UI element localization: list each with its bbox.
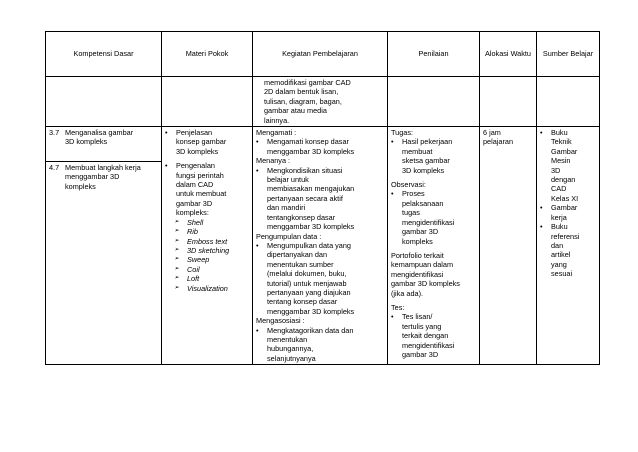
materi-subitem: ➢ Coil [174,264,200,274]
observasi-label: Observasi: [391,180,426,190]
materi-subitem: ➢ Visualization [174,283,228,293]
kd-text [65,163,141,191]
materi-item: • Pengenalan fungsi perintah dalam CAD untuk membuat gambar 3D kompleks: [165,161,227,218]
sumber-cell [537,127,600,365]
text-line: Mengkatagorikan data dan [267,325,354,335]
text-line: tertulis yang [402,321,442,331]
text-line: 3D kompleks [176,146,219,156]
sumber-item: • Gambar kerja [540,203,578,222]
materi-subitems [165,218,249,293]
text-line: kompleks: [176,208,209,218]
text-line: Buku [551,222,568,232]
menanya-label: Menanya : [256,156,291,166]
kd-number: 4.7 [49,163,60,173]
text-line: dan mandiri [267,203,306,213]
text-line: menentukan sumber [267,259,334,269]
text-line: dan [551,240,564,250]
text-line: Mengumpulkan data yang [267,240,351,250]
text-line: menggambar 3D kompleks [267,222,355,232]
text-line: referensi [551,231,580,241]
sumber-item: • Buku Teknik Gambar Mesin 3D dengan CAD Kelas XI [540,128,579,203]
arrow-bullet-icon: ➢ [174,275,180,282]
kegiatan-cell [253,127,388,365]
text-line: membuat [402,146,433,156]
tugas-label: Tugas: [391,128,414,138]
kegiatan-item: • Mengumpulkan data yang dipertanyakan dan menentukan sumber (melalui dokumen, buku, tutorial) untuk menjawab pertanyaan yang diajukan tentang konsep dasar menggambar 3D kompleks [256,240,355,316]
text-line: pelajaran [483,137,514,147]
text-line: sketsa gambar [402,156,450,166]
text-line: menentukan [267,334,308,344]
text-line: untuk membuat [176,189,227,199]
kompetensi-cell [46,127,162,365]
portofolio-text [391,251,476,298]
text-line: menggambar 3D [65,172,120,182]
text-line: Portofolio terkait [391,250,444,260]
penilaian-item: • Proses pelaksanaan tugas mengidentifikasi gambar 3D kompleks [391,189,455,246]
continuation-row [46,77,600,127]
header-kompetensi: Kompetensi Dasar [46,32,162,77]
text-line: Penjelasan [176,128,213,138]
kd-number: 3.7 [49,128,60,138]
text-line: Membuat langkah kerja [65,163,141,173]
text-line: belajar untuk [267,175,309,185]
pengumpulan-label: Pengumpulan data : [256,231,322,241]
arrow-bullet-icon: ➢ [174,284,180,291]
arrow-bullet-icon: ➢ [174,256,180,263]
text-line: memodifikasi gambar CAD [264,78,351,87]
materi-subitem: ➢ Sweep [174,255,210,265]
text-line: 3D kompleks [402,165,445,175]
arrow-bullet-icon: ➢ [174,237,180,244]
header-materi: Materi Pokok [162,32,253,77]
header-kegiatan: Kegiatan Pembelajaran [253,32,388,77]
text-line: gambar 3D kompleks [391,279,460,289]
kd-text [65,128,133,160]
text-line: Teknik [551,137,572,147]
text-line: hubungannya, [267,344,314,354]
cont-empty-5 [480,77,537,127]
text-line: lainnya. [264,115,290,125]
text-line: dengan [551,175,576,185]
materi-subitem: ➢ Emboss text [174,236,228,246]
text-line: tentang konsep dasar [267,297,338,307]
mengamati-label: Mengamati : [256,128,297,138]
header-penilaian: Penilaian [388,32,480,77]
kompetensi-4-7 [46,161,161,192]
text-line: gambar 3D [402,349,439,359]
alokasi-cell [480,127,537,365]
penilaian-item: • Hasil pekerjaan membuat sketsa gambar 3D kompleks [391,137,453,175]
text-line: (jika ada). [391,288,424,298]
text-line: 2D dalam bentuk lisan, [264,87,339,97]
penilaian-cell [388,127,480,365]
text-line: Mengkondisikan situasi [267,165,343,175]
cont-empty-6 [537,77,600,127]
cont-empty-1 [46,77,162,127]
header-sumber: Sumber Belajar [537,32,600,77]
text-line: membiasakan mengajukan [267,184,355,194]
header-alokasi: Alokasi Waktu [480,32,537,77]
text-line: menggambar 3D kompleks [267,306,355,316]
text-line: mengidentifikasi [402,340,455,350]
text-line: Gambar [551,146,578,156]
text-line: Pengenalan [176,161,215,171]
tes-label: Tes: [391,302,405,312]
arrow-bullet-icon: ➢ [174,265,180,272]
penilaian-item: • Tes lisan/ tertulis yang terkait dengan mengidentifikasi gambar 3D [391,312,455,359]
text-line: sesuai [551,269,573,279]
main-row [46,127,600,365]
materi-subitem: ➢ Loft [174,274,200,284]
text-line: pertanyaan yang diajukan [267,287,351,297]
text-line: gambar 3D [176,198,213,208]
text-line: mengidentifikasi [402,217,455,227]
materi-cell [162,127,253,365]
text-line: tentangkonsep dasar [267,212,336,222]
text-line: Kelas XI [551,193,579,203]
text-line: kompleks [65,181,96,191]
lesson-plan-table [45,31,600,365]
text-line: dalam CAD [176,180,214,190]
materi-subitem: ➢ 3D sketching [174,245,230,255]
text-line: mengidentifikasi [391,269,444,279]
text-line: 3D kompleks [65,137,108,147]
text-line: yang [551,259,567,269]
cont-kegiatan-lines [256,78,384,125]
text-line: Mesin [551,156,571,166]
text-line: tulisan, diagram, bagan, [264,96,342,106]
kegiatan-item: • Mengamati konsep dasar menggambar 3D kompleks [256,137,355,156]
text-line: selanjutnyanya [267,353,316,363]
text-line: kemampuan dalam [391,260,454,270]
cont-empty-4 [388,77,480,127]
mengasosiasi-label: Mengasosiasi : [256,316,305,326]
text-line: konsep gambar [176,137,227,147]
text-line: tugas [402,208,420,218]
header-row [46,32,600,77]
text-line: kerja [551,212,567,222]
text-line: fungsi perintah [176,170,224,180]
text-line: dipertanyakan dan [267,250,328,260]
sumber-list [540,128,596,279]
text-line: menggambar 3D kompleks [267,146,355,156]
text-line: Proses [402,189,425,199]
text-line: (melalui dokumen, buku, [267,269,347,279]
text-line: pertanyaan secara aktif [267,193,343,203]
arrow-bullet-icon: ➢ [174,246,180,253]
cont-empty-2 [162,77,253,127]
arrow-bullet-icon: ➢ [174,228,180,235]
text-line: Tes lisan/ [402,312,433,322]
text-line: 6 jam [483,128,501,138]
kompetensi-3-7 [46,127,161,161]
text-line: kompleks [402,236,433,246]
text-line: gambar 3D [402,227,439,237]
text-line: tutorial) untuk menjawab [267,278,347,288]
text-line: pelaksanaan [402,198,444,208]
materi-subitem: ➢ Rib [174,227,198,237]
text-line: Buku [551,128,568,138]
materi-subitem: ➢ Shell [174,217,204,227]
text-line: Mengamati konsep dasar [267,137,349,147]
kegiatan-item: • Mengkatagorikan data dan menentukan hubungannya, selanjutnyanya [256,325,354,363]
text-line: Menganalisa gambar [65,128,134,138]
text-line: Hasil pekerjaan [402,137,453,147]
arrow-bullet-icon: ➢ [174,218,180,225]
kegiatan-item: • Mengkondisikan situasi belajar untuk membiasakan mengajukan pertanyaan secara aktif dan mandiri tentangkonsep dasar menggambar 3D kompleks [256,165,355,232]
text-line: 3D [551,165,561,175]
alokasi-text [483,128,533,147]
text-line: CAD [551,184,567,194]
text-line: terkait dengan [402,331,449,341]
materi-item: • Penjelasan konsep gambar 3D kompleks [165,128,227,156]
text-line: artikel [551,250,571,260]
text-line: gambar atau media [264,106,327,116]
sumber-item: • Buku referensi dan artikel yang sesuai [540,222,580,279]
cont-kegiatan [253,77,388,127]
text-line: Gambar [551,203,578,213]
